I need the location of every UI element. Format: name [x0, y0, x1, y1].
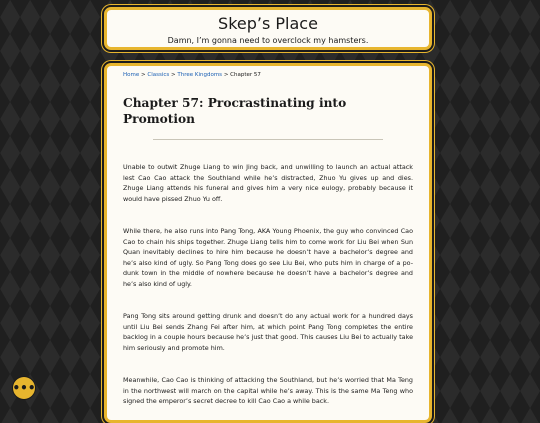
breadcrumb-home-link[interactable]: Home [123, 72, 140, 78]
article-paragraph: Meanwhile, Cao Cao is thinking of attacking the Southland, but he’s worried that Ma Teng in the northwest will march on the capital while he’s away. This is the same Ma Teng who signed the emperor’s secret decree to kill Cao Cao a while back. [123, 376, 413, 405]
ellipsis-icon: ••• [12, 381, 36, 395]
breadcrumb-classics-link[interactable]: Classics [147, 72, 170, 78]
breadcrumb-three-kingdoms-link[interactable]: Three Kingdoms [177, 72, 223, 78]
article-paragraph: Unable to outwit Zhuge Liang to win Jing back, and unwilling to launch an actual attack lest Cao Cao attack the Southland while he’s distracted, Zhuo Yu gives up and dies. Zhuge Liang attends his funeral and gives him a very nice eulogy, probably because it would have pissed Zhuo Yu off. [123, 163, 413, 203]
breadcrumb [123, 70, 413, 80]
breadcrumb-separator: > [171, 72, 176, 78]
more-menu-button[interactable] [13, 377, 35, 399]
site-tagline: Damn, I’m gonna need to overclock my hamsters. [167, 36, 369, 45]
site-title[interactable]: Skep’s Place [218, 14, 318, 33]
article-container [104, 63, 432, 423]
article-title: Chapter 57: Procrastinating into Promotion [123, 96, 347, 126]
article-paragraph: Pang Tong sits around getting drunk and doesn’t do any actual work for a hundred days until Liu Bei sends Zhang Fei after him, at which point Pang Tong completes the entire backlog in a couple hours because he’s just that good. This causes Liu Bei to actually take him seriously and promote him. [123, 312, 413, 352]
breadcrumb-separator: > [141, 72, 146, 78]
breadcrumb-current: Chapter 57 [230, 72, 261, 78]
site-header [104, 7, 432, 50]
title-divider [153, 139, 383, 140]
article-paragraph: While there, he also runs into Pang Tong, AKA Young Phoenix, the guy who convinced Cao Cao to chain his ships together. Zhuge Liang tells him to come work for Liu Bei when Sun Quan inevitably declines to hire him because he doesn’t have a bachelor’s degree and he’s also kind of ugly. So Pang Tong does go see Liu Bei, who puts him in charge of a po-dunk town in the middle of nowhere because he doesn’t have a bachelor’s degree and he’s also kind of ugly. [123, 227, 413, 288]
breadcrumb-separator: > [223, 72, 229, 78]
